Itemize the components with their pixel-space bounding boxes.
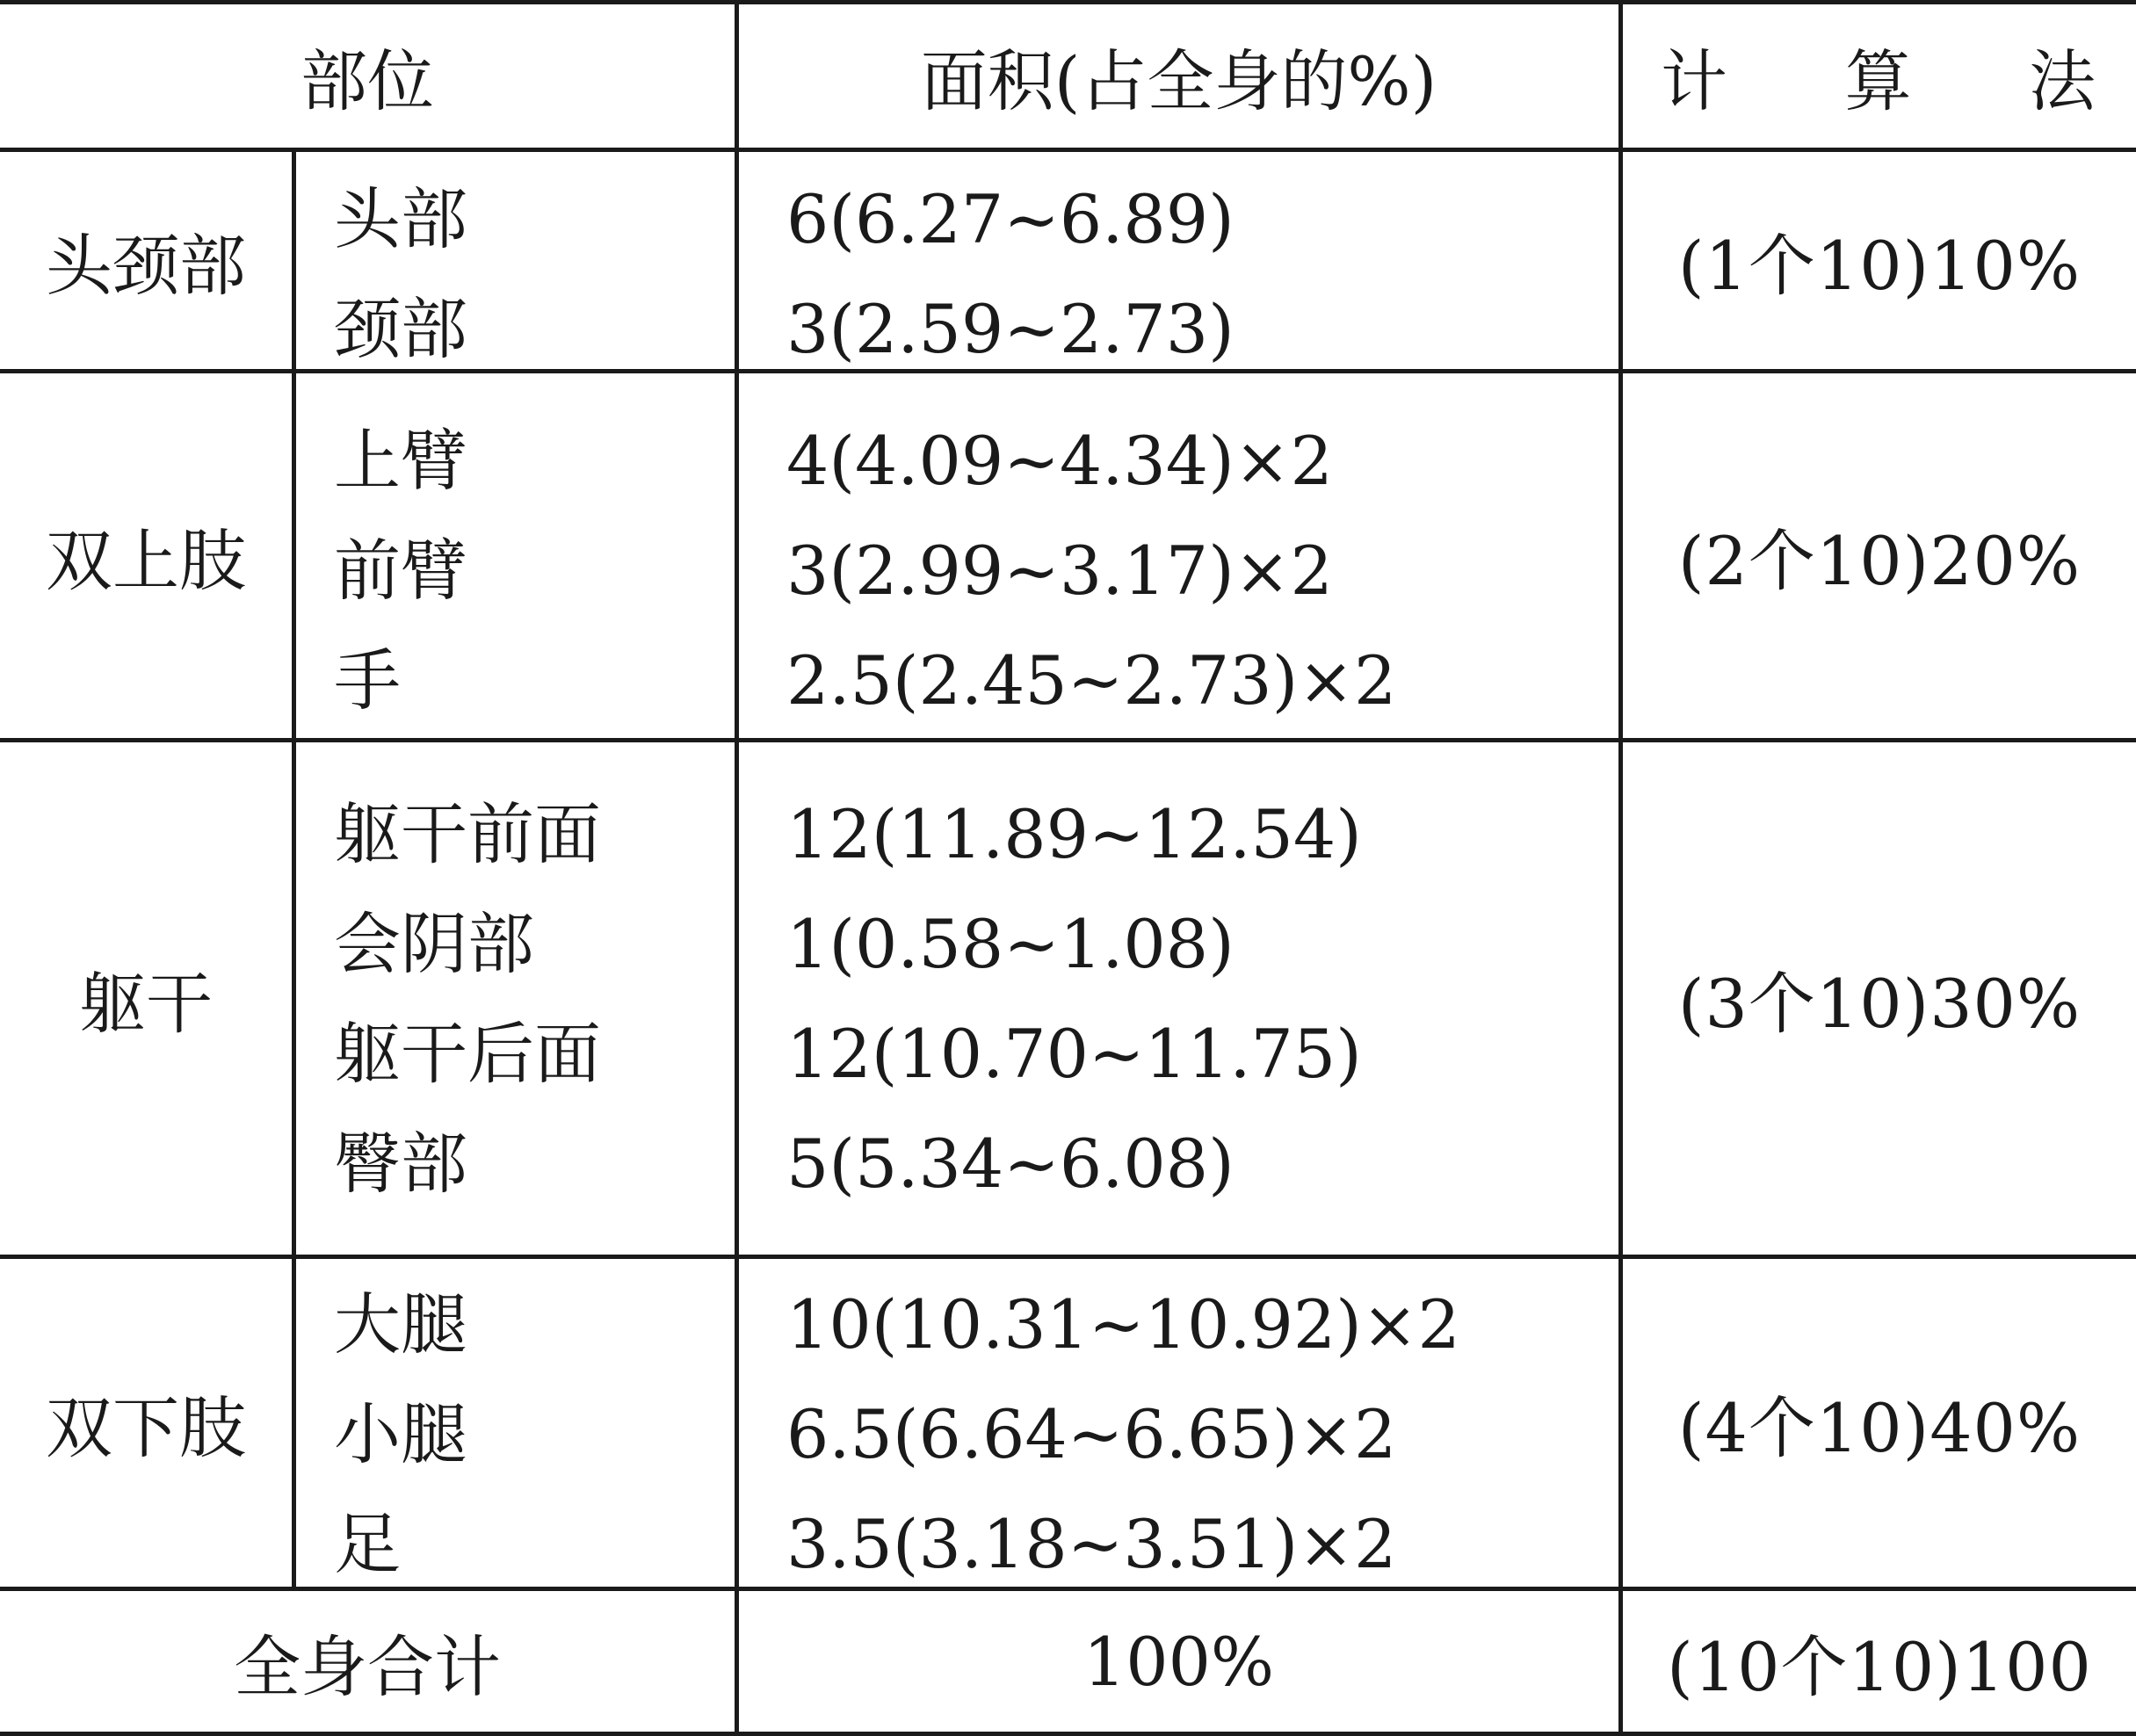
area-trunk-front: 12(11.89~12.54) (786, 795, 1362, 873)
table-border-bottom (0, 1732, 2136, 1736)
header-area: 面积(占全身的%) (920, 42, 1437, 120)
subpart-thigh: 大腿 (334, 1285, 467, 1363)
subpart-perineum: 会阴部 (334, 905, 534, 983)
region-head-neck: 头颈部 (46, 227, 246, 305)
area-neck: 3(2.59~2.73) (786, 290, 1235, 368)
subpart-trunk-front: 躯干前面 (334, 795, 601, 873)
calc-trunk: (3个10)30% (1677, 965, 2082, 1043)
area-thigh: 10(10.31~10.92)×2 (786, 1285, 1460, 1363)
area-trunk-back: 12(10.70~11.75) (786, 1015, 1362, 1093)
subpart-buttocks: 臀部 (334, 1125, 467, 1203)
areas-trunk (786, 779, 1362, 1219)
subpart-lower-leg: 小腿 (334, 1395, 467, 1473)
subparts-trunk (334, 779, 601, 1219)
subpart-forearm: 前臂 (334, 532, 467, 610)
header-method-char-3: 法 (2029, 42, 2096, 120)
header-method-char-1: 计 (1661, 42, 1727, 120)
calc-lower-limbs: (4个10)40% (1677, 1389, 2082, 1467)
area-perineum: 1(0.58~1.08) (786, 905, 1235, 983)
total-area: 100% (1082, 1622, 1275, 1701)
region-trunk: 躯干 (79, 965, 213, 1043)
header-method (1661, 4, 2096, 148)
subpart-neck: 颈部 (334, 290, 467, 368)
area-upper-arm: 4(4.09~4.34)×2 (786, 422, 1333, 500)
areas-head-neck (786, 164, 1235, 384)
calc-upper-limbs: (2个10)20% (1677, 522, 2082, 600)
subpart-column-divider (292, 148, 296, 1591)
subparts-lower-limbs (334, 1269, 467, 1599)
header-part: 部位 (300, 42, 434, 120)
area-foot: 3.5(3.18~3.51)×2 (786, 1505, 1397, 1583)
areas-upper-limbs (786, 406, 1396, 735)
subparts-head-neck (334, 164, 467, 384)
area-buttocks: 5(5.34~6.08) (786, 1125, 1235, 1203)
subpart-trunk-back: 躯干后面 (334, 1015, 601, 1093)
region-lower-limbs: 双下肢 (46, 1389, 246, 1467)
total-calc: (10个10)100 (1667, 1627, 2092, 1706)
subpart-foot: 足 (334, 1505, 401, 1583)
area-lower-leg: 6.5(6.64~6.65)×2 (786, 1395, 1397, 1473)
subpart-head: 头部 (334, 180, 467, 258)
area-forearm: 3(2.99~3.17)×2 (786, 532, 1333, 610)
region-upper-limbs: 双上肢 (46, 522, 246, 600)
calc-head-neck: (1个10)10% (1677, 227, 2082, 305)
subpart-hand: 手 (334, 641, 401, 720)
area-head: 6(6.27~6.89) (786, 180, 1235, 258)
header-method-char-2: 算 (1844, 42, 1912, 120)
subpart-upper-arm: 上臂 (334, 422, 467, 500)
subparts-upper-limbs (334, 406, 467, 735)
area-hand: 2.5(2.45~2.73)×2 (786, 641, 1397, 720)
total-label: 全身合计 (234, 1627, 501, 1706)
areas-lower-limbs (786, 1269, 1460, 1599)
area-column-divider (735, 0, 739, 1736)
